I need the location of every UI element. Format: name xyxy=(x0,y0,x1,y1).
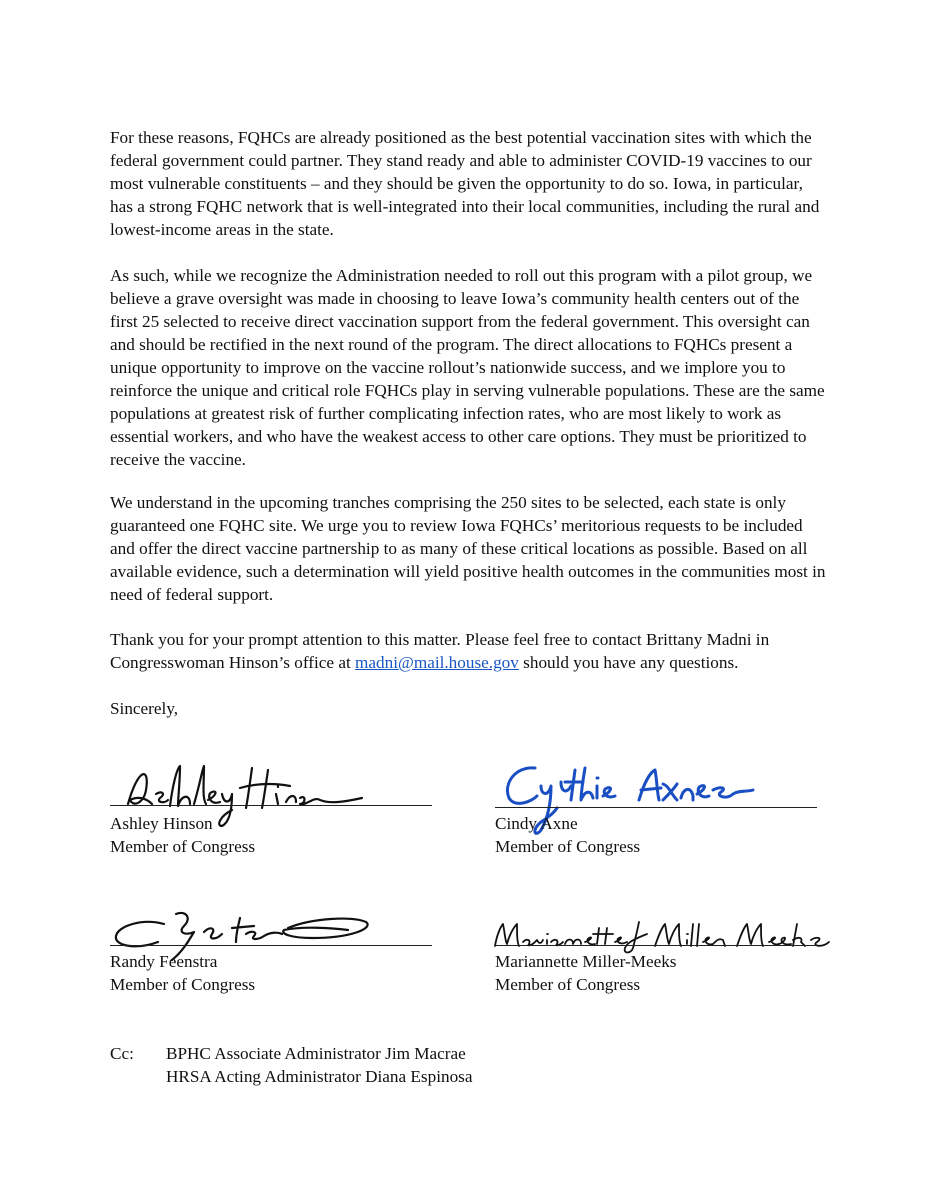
closing-salutation: Sincerely, xyxy=(110,699,179,718)
paragraph-thank-you xyxy=(110,628,830,674)
cc-label: Cc: xyxy=(110,1044,134,1063)
cc-recipient: BPHC Associate Administrator Jim Macrae xyxy=(166,1044,466,1063)
signatory-title: Member of Congress xyxy=(110,975,256,994)
signature-line xyxy=(110,945,432,946)
signature-line xyxy=(110,805,432,806)
signatory-name: Mariannette Miller-Meeks xyxy=(495,952,677,971)
thank-you-text-end: should you have any questions. xyxy=(518,653,739,672)
signature-block-hinson xyxy=(110,752,440,862)
paragraph-grave-oversight: As such, while we recognize the Administration needed to roll out this program with a pilot group, we believe a grave oversight was made in choosing to leave Iowa’s community health centers out of the first 25 selected to receive direct vaccination support from the federal government. This oversight can and should be rectified in the next round of the program. The direct allocations to FQHCs present a unique opportunity to improve on the vaccine rollout’s nationwide success, and we implore you to reinforce the unique and critical role FQHCs play in serving vulnerable populations. These are the same populations at greatest risk of further complicating infection rates, who are most likely to work as essential workers, and who have the weakest access to other care options. They must be prioritized to receive the vaccine. xyxy=(110,266,825,469)
signatory-name: Randy Feenstra xyxy=(110,952,218,971)
cc-recipient: HRSA Acting Administrator Diana Espinosa xyxy=(166,1067,473,1086)
signatory-name: Ashley Hinson xyxy=(110,814,213,833)
signatory-title: Member of Congress xyxy=(495,837,641,856)
signature-line xyxy=(495,807,817,808)
paragraph-upcoming-tranches: We understand in the upcoming tranches comprising the 250 sites to be selected, each state is only guaranteed one FQHC site. We urge you to review Iowa FQHCs’ meritorious requests to be included and offer the direct vaccine partnership to as many of these critical locations as possible. Based on all available evidence, such a determination will yield positive health outcomes in the communities most in need of federal support. xyxy=(110,493,826,604)
signatory-title: Member of Congress xyxy=(110,837,256,856)
email-link[interactable]: madni@mail.house.gov xyxy=(355,653,519,672)
signatory-title: Member of Congress xyxy=(495,975,641,994)
signature-block-feenstra xyxy=(110,890,440,1000)
thank-you-text: Thank you for your prompt attention to this matter. Please feel free to contact Brittany Madni in Congresswoman Hinson’s office at xyxy=(110,630,770,672)
signature-block-axne xyxy=(495,752,825,862)
paragraph-fqhc-positioned: For these reasons, FQHCs are already positioned as the best potential vaccination sites with which the federal government could partner. They stand ready and able to administer COVID-19 vaccines to our most vulnerable constituents – and they should be given the opportunity to do so. Iowa, in particular, has a strong FQHC network that is well-integrated into their local communities, including the rural and lowest-income areas in the state. xyxy=(110,128,820,239)
signature-line xyxy=(495,945,817,946)
signatory-name: Cindy Axne xyxy=(495,814,578,833)
signature-block-miller-meeks xyxy=(495,890,825,1000)
